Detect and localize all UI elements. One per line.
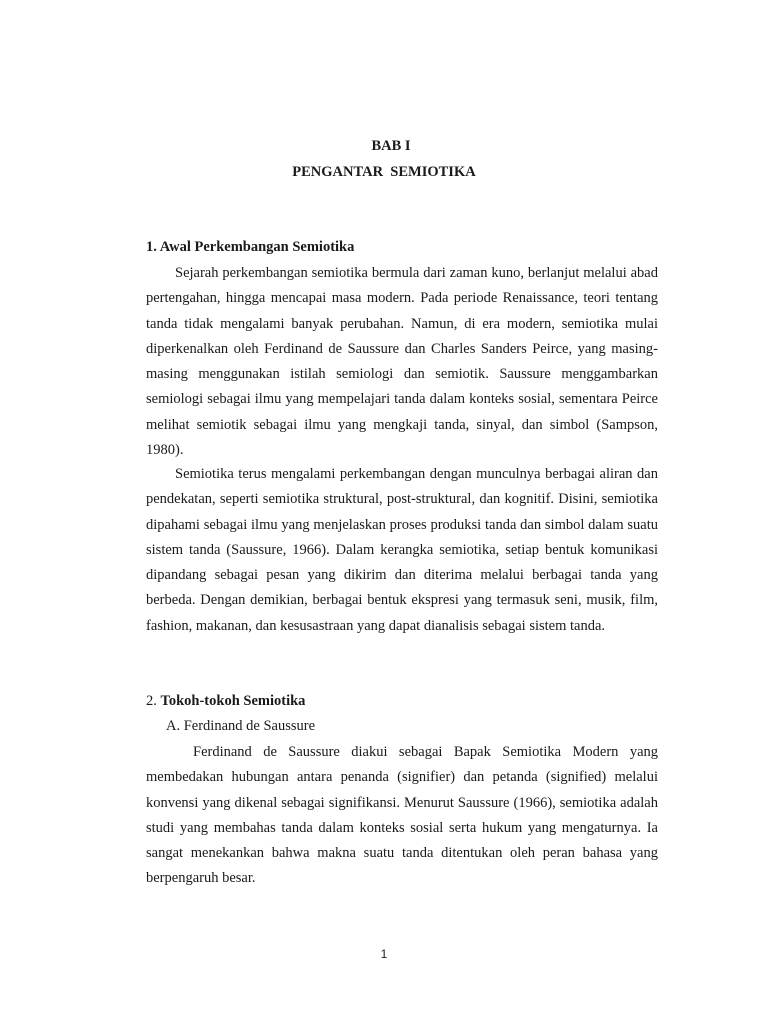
paragraph-perkembangan: Semiotika terus mengalami perkembangan dengan munculnya berbagai aliran dan pendekatan, seperti semiotika struktural, post-struktural, dan kognitif. Disini, semiotika dipahami sebagai ilmu yang menjelaskan proses produksi tanda dan simbol dalam suatu sistem tanda (Saussure, 1966). Dalam kerangka semiotika, setiap bentuk komunikasi dipandang sebagai pesan yang dikirim dan diterima melalui berbagai tanda yang berbeda. Dengan demikian, berbagai bentuk ekspresi yang termasuk seni, musik, film, fashion, makanan, dan kesusastraan yang dapat dianalisis sebagai sistem tanda. bbox=[146, 466, 658, 634]
section-heading-text: Tokoh-tokoh Semiotika bbox=[160, 693, 306, 709]
section-heading-tokoh bbox=[146, 691, 305, 711]
section-heading-number: 2. bbox=[146, 693, 161, 709]
page-number: 1 bbox=[380, 947, 388, 961]
chapter-label: BAB I bbox=[371, 138, 411, 154]
subheading-saussure: A. Ferdinand de Saussure bbox=[166, 718, 316, 734]
section-heading-awal-perkembangan: 1. Awal Perkembangan Semiotika bbox=[146, 239, 355, 255]
paragraph-sejarah: Sejarah perkembangan semiotika bermula dari zaman kuno, berlanjut melalui abad pertengahan, hingga mencapai masa modern. Pada periode Renaissance, teori tentang tanda tidak mengalami banyak perubahan. Namun, di era modern, semiotika mulai diperkenalkan oleh Ferdinand de Saussure dan Charles Sanders Peirce, yang masing-masing menggunakan istilah semiologi dan semiotik. Saussure menggambarkan semiologi sebagai ilmu yang mempelajari tanda dalam konteks sosial, sementara Peirce melihat semiotik sebagai ilmu yang mengkaji tanda, sinyal, dan simbol (Sampson, 1980). bbox=[146, 265, 658, 459]
chapter-title: PENGANTAR SEMIOTIKA bbox=[292, 164, 476, 180]
paragraph-saussure: Ferdinand de Saussure diakui sebagai Bapak Semiotika Modern yang membedakan hubungan antara penanda (signifier) dan petanda (signified) melalui konvensi yang dikenal sebagai signifikansi. Menurut Saussure (1966), semiotika adalah studi yang membahas tanda dalam konteks sosial serta hukum yang mengaturnya. Ia sangat menekankan bahwa makna suatu tanda ditentukan oleh peran bahasa yang berpengaruh besar. bbox=[146, 744, 658, 887]
